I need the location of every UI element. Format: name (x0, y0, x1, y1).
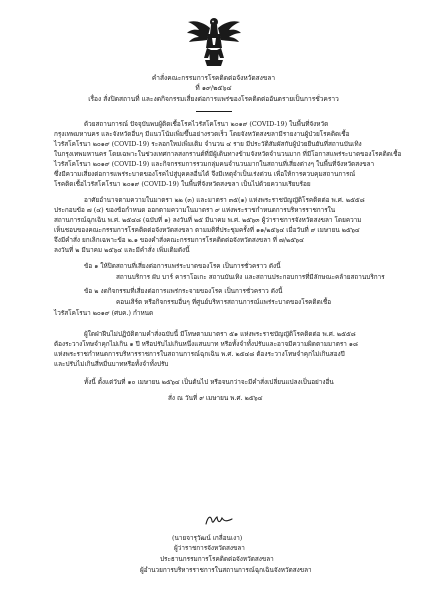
para2-line: สถานการณ์ฉุกเฉิน พ.ศ. ๒๕๔๘ (ฉบับที่ ๑) ลงวันที่ ๒๕ มีนาคม พ.ศ. ๒๕๖๓ ผู้ว่าราชการจังหวัดสงขลา โดยความ (54, 216, 362, 224)
item1: ข้อ ๑ ให้ปิดสถานที่เสี่ยงต่อการแพร่ระบาดของโรค เป็นการชั่วคราว ดังนี้ (84, 262, 281, 270)
signed-date: สั่ง ณ วันที่ ๙ เมษายน พ.ศ. ๒๕๖๔ (168, 394, 263, 402)
para2-line: อาศัยอำนาจตามความในมาตรา ๒๒ (๓) และมาตรา ๓๕(๑) แห่งพระราชบัญญัติโรคติดต่อ พ.ศ. ๒๕๕๘ (84, 196, 365, 204)
signature-icon (204, 512, 234, 528)
item2: ข้อ ๒ งดกิจกรรมที่เสี่ยงต่อการแพร่กระจายของโรค เป็นการชั่วคราว ดังนี้ (84, 287, 283, 295)
para1-line: ไวรัสโคโรนา ๒๐๑๙ (COVID-19) และกิจกรรมการรวมกลุ่มคนจำนวนมากในสถานที่เสี่ยงต่างๆ ในพื้นที่จังหวัดสงขลา (54, 160, 375, 168)
item2-detail: คอนเสิร์ต หรือกิจกรรมอื่นๆ ที่ศูนย์บริหารสถานการณ์แพร่ระบาดของโรคติดเชื้อ (116, 298, 332, 306)
para2-line: เห็นชอบของคณะกรรมการโรคติดต่อจังหวัดสงขลา ตามมติที่ประชุมครั้งที่ ๑๑/๒๕๖๔ เมื่อวันที่ ๙ เมษายน ๒๕๖๔ (54, 226, 360, 234)
divider (196, 111, 232, 112)
penalty-line: ต้องระวางโทษจำคุกไม่เกิน ๑ ปี หรือปรับไม่เกินหนึ่งแสนบาท หรือทั้งจำทั้งปรับและอาจมีความผิดตามมาตรา ๑๘ (54, 340, 358, 348)
para1-line: ในกรุงเทพมหานคร โดยเฉพาะในช่วงเทศกาลสงกรานต์ที่มีผู้เดินทางข้ามจังหวัดจำนวนมาก ที่มีโอกาสแพร่ระบาดของโรคติดเชื้อ (54, 150, 402, 158)
para1-line: ไวรัสโคโรนา ๒๐๑๙ (COVID-19) ระลอกใหม่เพิ่มเติม จำนวน ๔ ราย มีประวัติสัมผัสกับผู้ป่วยยืนยันที่สถานบันเทิง (54, 140, 362, 148)
para2-line: ประกอบข้อ ๗ (๔) ของข้อกำหนด ออกตามความในมาตรา ๙ แห่งพระราชกำหนดการบริหารราชการใน (54, 206, 336, 214)
penalty-line: และปรับไม่เกินสี่หมื่นบาทหรือทั้งจำทั้งปรับ (54, 360, 169, 368)
item1-detail: สถานบริการ ผับ บาร์ คาราโอเกะ สถานบันเทิง และสถานประกอบการที่มีลักษณะคล้ายสถานบริการ (116, 273, 385, 281)
signer-name: (นายจารุวัฒน์ เกลื่อนเงา) (172, 534, 243, 542)
para1-line: ซึ่งมีความเสี่ยงต่อการแพร่ระบาดของโรคไปสู่บุคคลอื่นได้ จึงมีเหตุจำเป็นเร่งด่วน เพื่อให้การควบคุมสถานการณ์ (54, 170, 356, 178)
penalty-line: แห่งพระราชกำหนดการบริหารราชการในสถานการณ์ฉุกเฉิน พ.ศ. ๒๕๔๘ ต้องระวางโทษจำคุกไม่เกินสองปี (54, 350, 345, 358)
signer-position: ผู้อำนวยการบริหารราชการในสถานการณ์ฉุกเฉินจังหวัดสงขลา (140, 566, 312, 574)
para2-line: ลงวันที่ ๒ มีนาคม ๒๕๖๔ และมีคำสั่ง เพิ่มเติมดังนี้ (54, 246, 190, 254)
order-subject: เรื่อง สั่งปิดสถานที่ และงดกิจกรรมเสี่ยงต่อการแพร่ของโรคติดต่ออันตรายเป็นการชั่วคราว (88, 95, 339, 103)
item2-detail: ไวรัสโคโรนา ๒๐๑๙ (ศบค.) กำหนด (54, 309, 154, 317)
signer-position: ประธานกรรมการโรคติดต่อจังหวัดสงขลา (160, 555, 274, 563)
para1-line: กรุงเทพมหานคร และจังหวัดอื่นๆ มีแนวโน้มเพิ่มขึ้นอย่างรวดเร็ว โดยจังหวัดสงขลามีรายงานผู้ป่วยโรคติดเชื้อ (54, 130, 350, 138)
para1-line: โรคติดเชื้อไวรัสโคโรนา ๒๐๑๙ (COVID-19) ในพื้นที่จังหวัดสงขลา เป็นไปด้วยความเรียบร้อย (54, 180, 311, 188)
para2-line: จึงมีคำสั่ง ยกเลิกเฉพาะข้อ ๒.๑ ของคำสั่งคณะกรรมการโรคติดต่อจังหวัดสงขลา ที่ ๗/๒๕๖๔ (54, 236, 304, 244)
garuda-emblem-icon (185, 14, 243, 68)
para1-line: ด้วยสถานการณ์ ปัจจุบันพบผู้ติดเชื้อโรคไวรัสโคโรนา ๒๐๑๙ (COVID-19) ในพื้นที่จังหวัด (84, 120, 329, 128)
order-title: คำสั่งคณะกรรมการโรคติดต่อจังหวัดสงขลา (151, 74, 276, 82)
effective-date: ทั้งนี้ ตั้งแต่วันที่ ๑๐ เมษายน ๒๕๖๔ เป็นต้นไป หรือจนกว่าจะมีคำสั่งเปลี่ยนแปลงเป็นอย่างอื่น (84, 378, 334, 386)
order-number: ที่ ๑๙/๒๕๖๔ (195, 84, 232, 92)
penalty-line: ผู้ใดฝ่าฝืนไม่ปฏิบัติตามคำสั่งฉบับนี้ มีโทษตามมาตรา ๕๑ แห่งพระราชบัญญัติโรคติดต่อ พ.ศ. ๒๕๕๘ (84, 330, 356, 338)
signer-position: ผู้ว่าราชการจังหวัดสงขลา (174, 544, 245, 552)
